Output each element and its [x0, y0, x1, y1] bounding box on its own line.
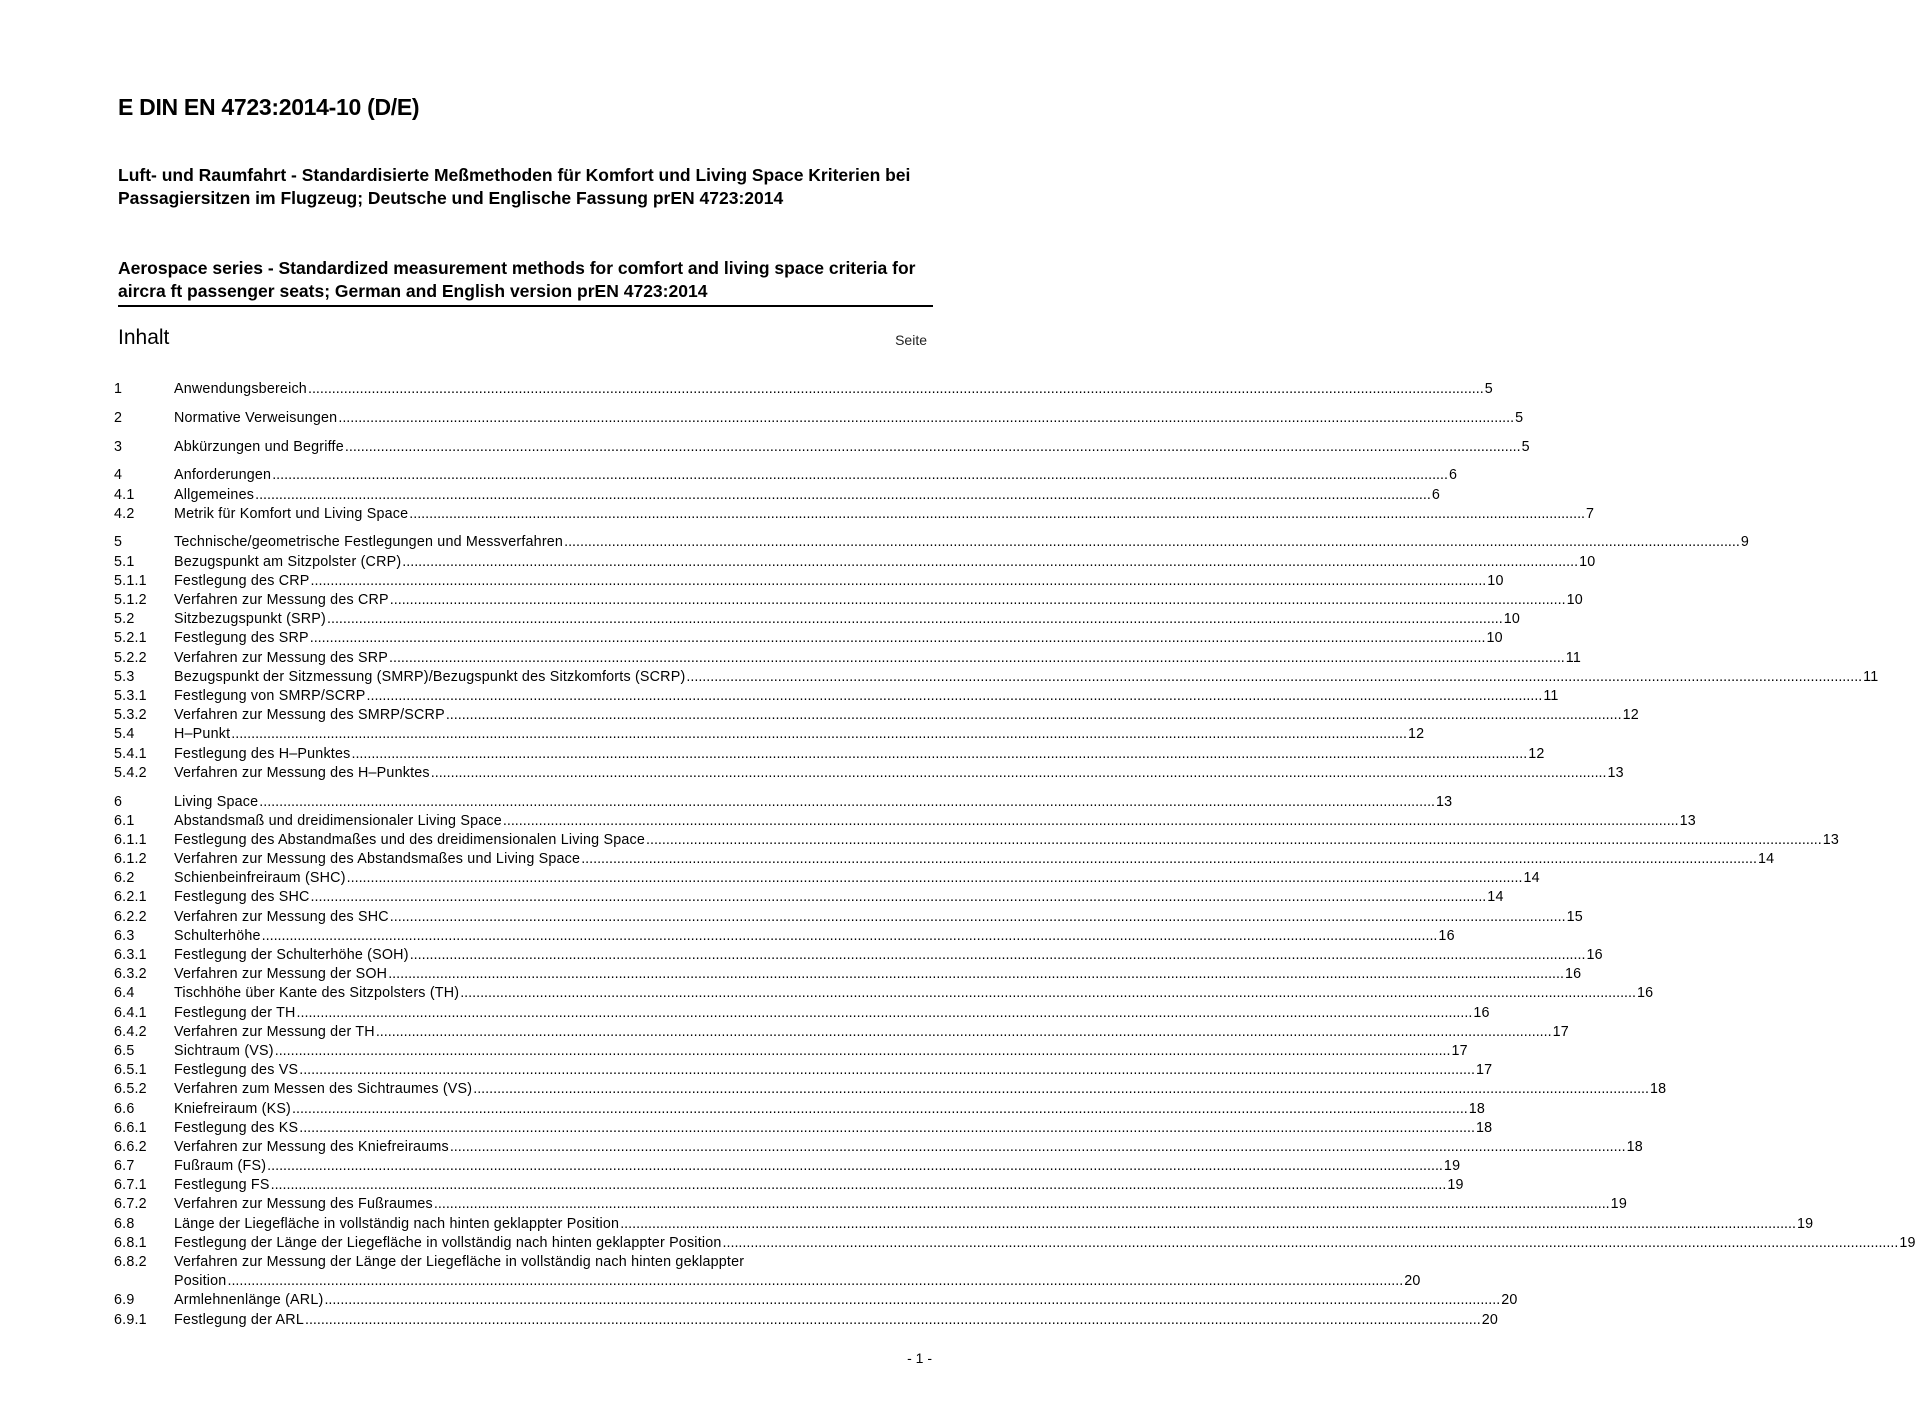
- toc-dot-leader: [450, 1138, 1626, 1157]
- toc-entry-title: Technische/geometrische Festlegungen und Messverfahren: [174, 534, 564, 551]
- toc-entry[interactable]: [114, 1119, 1493, 1138]
- toc-entry-page: 16: [1564, 966, 1582, 983]
- toc-entry-page: 20: [1481, 1311, 1499, 1328]
- toc-entry-number: 6.2.1: [114, 889, 147, 906]
- toc-dot-leader: [347, 869, 1523, 888]
- toc-dot-leader: [388, 965, 1564, 984]
- toc-entry-number: 5.3.1: [114, 687, 147, 704]
- toc-entry-title: Kniefreiraum (KS): [174, 1100, 292, 1117]
- toc-entry-page: 20: [1404, 1273, 1421, 1290]
- toc-entry[interactable]: [114, 1157, 1461, 1176]
- toc-entry-title: Schulterhöhe: [174, 927, 261, 944]
- toc-entry[interactable]: [114, 553, 1596, 572]
- toc-entry[interactable]: [114, 745, 1545, 764]
- title-english: Aerospace series - Standardized measurement methods for comfort and living space criteria for aircra ft passenger seats; German and English version prEN 4723:2014: [118, 257, 933, 307]
- toc-entry-title: Verfahren zum Messen des Sichtraumes (VS): [174, 1081, 473, 1098]
- toc-dot-leader: [410, 946, 1586, 965]
- toc-entry-title: Festlegung des SRP: [174, 630, 309, 647]
- toc-dot-leader: [311, 572, 1487, 591]
- toc-dot-leader: [231, 725, 1407, 744]
- toc-entry[interactable]: [114, 1195, 1627, 1214]
- toc-entry-page: 16: [1586, 947, 1603, 964]
- toc-entry-number: 6.2.2: [114, 908, 147, 925]
- toc-entry-title: Festlegung der Länge der Liegefläche in vollständig nach hinten geklappter Position: [174, 1234, 722, 1251]
- toc-entry-number: 6.8.2: [114, 1254, 147, 1271]
- toc-entry[interactable]: [114, 1291, 1518, 1310]
- toc-entry[interactable]: [114, 610, 1521, 629]
- toc-dot-leader: [255, 486, 1431, 505]
- document-id: E DIN EN 4723:2014-10 (D/E): [118, 94, 420, 120]
- toc-dot-leader: [460, 984, 1636, 1003]
- toc-entry-title: Festlegung der Schulterhöhe (SOH): [174, 947, 409, 964]
- toc-entry-number: 5.4.2: [114, 764, 147, 781]
- toc-entry-title: Festlegung FS: [174, 1177, 270, 1194]
- toc-entry-number: 6.6: [114, 1100, 135, 1117]
- toc-entry-number: 5: [114, 534, 123, 551]
- toc-dot-leader: [345, 438, 1521, 457]
- toc-entry-title: Festlegung des KS: [174, 1119, 299, 1136]
- toc-entry-number: 5.2: [114, 611, 135, 628]
- toc-entry-page: 11: [1863, 668, 1879, 685]
- toc-entry-page: 17: [1451, 1042, 1468, 1059]
- toc-entry[interactable]: [114, 1023, 1569, 1042]
- toc-entry-number: 6.1.1: [114, 831, 147, 848]
- toc-entry-page: 10: [1487, 572, 1504, 589]
- toc-entry[interactable]: [114, 946, 1603, 965]
- toc-entry[interactable]: [114, 764, 1624, 783]
- toc-entry-title: Allgemeines: [174, 486, 255, 503]
- toc-entry-title: Festlegung der TH: [174, 1004, 296, 1021]
- toc-entry[interactable]: [114, 668, 1879, 687]
- toc-entry-page: 11: [1565, 649, 1582, 666]
- toc-entry-page: 5: [1515, 409, 1524, 426]
- toc-entry-page: 10: [1486, 630, 1503, 647]
- toc-entry-number: 5.4.1: [114, 745, 147, 762]
- toc-dot-leader: [473, 1080, 1649, 1099]
- toc-entry[interactable]: [114, 1004, 1490, 1023]
- toc-entry-page: 16: [1438, 927, 1455, 944]
- toc-entry-title: Verfahren zur Messung der SOH: [174, 966, 388, 983]
- toc-entry-title: Verfahren zur Messung der TH: [174, 1023, 375, 1040]
- toc-entry[interactable]: [114, 591, 1583, 610]
- toc-entry-number: 4.1: [114, 486, 135, 503]
- toc-entry-number: 6.9: [114, 1292, 135, 1309]
- toc-dot-leader: [275, 1042, 1451, 1061]
- toc-entry-page: 6: [1448, 467, 1458, 484]
- toc-entry-number: 6.1: [114, 812, 135, 829]
- toc-entry-title: Normative Verweisungen: [174, 409, 338, 426]
- toc-entry-number: 6.6.1: [114, 1119, 147, 1136]
- toc-entry-number: 5.2.1: [114, 630, 147, 647]
- toc-entry-title: Verfahren zur Messung des Kniefreiraums: [174, 1138, 449, 1155]
- toc-dot-leader: [446, 706, 1622, 725]
- toc-entry-page: 5: [1521, 438, 1530, 455]
- toc-entry-number: 4: [114, 467, 123, 484]
- toc-entry-title: Sitzbezugspunkt (SRP): [174, 611, 326, 628]
- toc-entry-page: 16: [1636, 985, 1654, 1002]
- toc-dot-leader: [686, 668, 1862, 687]
- toc-entry-number: 5.1.2: [114, 592, 147, 609]
- toc-entry-page: 10: [1579, 553, 1596, 570]
- toc-entry-title: Abkürzungen und Begriffe: [174, 438, 344, 455]
- toc-entry-number: 6.3: [114, 927, 135, 944]
- toc-dot-leader: [723, 1234, 1899, 1253]
- toc-entry[interactable]: [114, 380, 1493, 399]
- toc-entry-title: Anwendungsbereich: [174, 380, 307, 397]
- toc-entry-title: Bezugspunkt der Sitzmessung (SMRP)/Bezugspunkt des Sitzkomforts (SCRP): [174, 668, 686, 685]
- toc-entry-page: 14: [1523, 870, 1540, 887]
- toc-entry-title: Metrik für Komfort und Living Space: [174, 505, 409, 522]
- toc-dot-leader: [338, 409, 1514, 428]
- toc-entry-page: 10: [1503, 611, 1521, 628]
- page-column-label: Seite: [895, 332, 927, 348]
- toc-entry-title: Verfahren zur Messung der Länge der Liegefläche in vollständig nach hinten geklappter: [174, 1254, 745, 1271]
- toc-entry[interactable]: [114, 706, 1639, 725]
- toc-entry-number: 6.2: [114, 870, 135, 887]
- toc-entry-number: 5.1: [114, 553, 135, 570]
- toc-dot-leader: [259, 793, 1435, 812]
- toc-entry[interactable]: [114, 1253, 1421, 1291]
- toc-entry-page: 19: [1610, 1196, 1627, 1213]
- toc-entry-number: 4.2: [114, 505, 135, 522]
- toc-entry-number: 6.9.1: [114, 1311, 147, 1328]
- toc-dot-leader: [308, 380, 1484, 399]
- toc-entry-title: Abstandsmaß und dreidimensionaler Living Space: [174, 812, 502, 829]
- toc-entry-number: 5.3: [114, 668, 135, 685]
- table-of-contents: [114, 380, 1916, 1330]
- toc-entry-title: Sichtraum (VS): [174, 1042, 274, 1059]
- toc-entry-number: 6.7.1: [114, 1177, 147, 1194]
- toc-entry-page: 11: [1543, 687, 1559, 704]
- toc-entry[interactable]: [114, 1080, 1667, 1099]
- toc-entry-title: Festlegung des H–Punktes: [174, 745, 351, 762]
- toc-entry[interactable]: [114, 908, 1583, 927]
- toc-entry-title: Festlegung des SHC: [174, 889, 310, 906]
- toc-entry-page: 19: [1899, 1234, 1916, 1251]
- toc-entry-title-continued: Position: [174, 1273, 227, 1290]
- toc-dot-leader: [310, 629, 1486, 648]
- toc-dot-leader: [267, 1157, 1443, 1176]
- toc-dot-leader: [305, 1311, 1481, 1330]
- toc-entry-number: 6.4: [114, 985, 135, 1002]
- toc-dot-leader: [390, 908, 1566, 927]
- toc-entry-number: 6: [114, 793, 123, 810]
- toc-entry[interactable]: [114, 1215, 1814, 1234]
- toc-entry[interactable]: [114, 888, 1504, 907]
- toc-entry-page: 13: [1679, 812, 1696, 829]
- toc-entry[interactable]: [114, 505, 1595, 524]
- toc-dot-leader: [376, 1023, 1552, 1042]
- toc-entry-page: 13: [1607, 764, 1624, 781]
- toc-entry[interactable]: [114, 927, 1455, 946]
- toc-entry-number: 6.4.1: [114, 1004, 147, 1021]
- toc-entry-number: 5.1.1: [114, 572, 147, 589]
- toc-entry-number: 5.3.2: [114, 707, 147, 724]
- toc-entry-title: Festlegung der ARL: [174, 1311, 304, 1328]
- toc-entry-page: 19: [1796, 1215, 1814, 1232]
- toc-entry-page: 18: [1650, 1081, 1667, 1098]
- toc-entry-number: 3: [114, 438, 123, 455]
- toc-entry-page: 14: [1757, 851, 1775, 868]
- toc-entry-title: Verfahren zur Messung des SRP: [174, 649, 389, 666]
- toc-entry[interactable]: [114, 869, 1540, 888]
- toc-entry[interactable]: [114, 1138, 1643, 1157]
- toc-entry[interactable]: [114, 466, 1458, 485]
- toc-entry-number: 6.5.2: [114, 1081, 147, 1098]
- toc-dot-leader: [431, 764, 1607, 783]
- toc-entry-page: 17: [1475, 1062, 1493, 1079]
- toc-entry[interactable]: [114, 984, 1654, 1003]
- toc-dot-leader: [402, 553, 1578, 572]
- toc-entry-title: Verfahren zur Messung des Abstandsmaßes und Living Space: [174, 851, 581, 868]
- toc-entry-number: 2: [114, 409, 123, 426]
- toc-entry-title: Verfahren zur Messung des CRP: [174, 592, 389, 609]
- toc-entry[interactable]: [114, 725, 1425, 744]
- toc-entry-title: Festlegung des VS: [174, 1062, 299, 1079]
- toc-dot-leader: [390, 591, 1566, 610]
- toc-entry[interactable]: [114, 812, 1696, 831]
- toc-dot-leader: [262, 927, 1438, 946]
- toc-entry-page: 13: [1822, 831, 1840, 848]
- toc-entry-title: Festlegung des Abstandmaßes und des dreidimensionalen Living Space: [174, 831, 645, 848]
- toc-entry-page: 14: [1487, 889, 1504, 906]
- toc-entry-page: 7: [1586, 505, 1595, 522]
- toc-entry-number: 6.5: [114, 1042, 135, 1059]
- toc-entry-page: 6: [1431, 486, 1441, 503]
- toc-entry[interactable]: [114, 534, 1750, 553]
- toc-entry-page: 19: [1443, 1158, 1461, 1175]
- toc-dot-leader: [227, 1272, 1403, 1291]
- toc-entry-title: Festlegung von SMRP/SCRP: [174, 687, 366, 704]
- toc-entry-number: 5.4: [114, 726, 135, 743]
- toc-entry-title: Verfahren zur Messung des SHC: [174, 908, 389, 925]
- toc-dot-leader: [503, 812, 1679, 831]
- toc-entry-number: 6.5.1: [114, 1062, 147, 1079]
- toc-entry-title: Verfahren zur Messung des H–Punktes: [174, 764, 430, 781]
- toc-entry[interactable]: [114, 793, 1453, 812]
- toc-entry[interactable]: [114, 1311, 1499, 1330]
- toc-entry[interactable]: [114, 629, 1503, 648]
- toc-entry-page: 18: [1475, 1119, 1493, 1136]
- toc-dot-leader: [299, 1119, 1475, 1138]
- toc-entry-page: 12: [1622, 707, 1639, 724]
- toc-entry-number: 6.1.2: [114, 851, 147, 868]
- toc-entry-page: 16: [1473, 1004, 1490, 1021]
- toc-entry[interactable]: [114, 965, 1582, 984]
- toc-entry-number: 1: [114, 380, 123, 397]
- toc-entry-number: 6.7: [114, 1158, 135, 1175]
- page-number: - 1 -: [907, 1350, 932, 1366]
- toc-dot-leader: [351, 745, 1527, 764]
- toc-entry-page: 12: [1528, 745, 1545, 762]
- toc-entry-number: 6.7.2: [114, 1196, 147, 1213]
- toc-dot-leader: [324, 1291, 1500, 1310]
- toc-entry[interactable]: [114, 1176, 1464, 1195]
- toc-entry-title: Tischhöhe über Kante des Sitzpolsters (TH): [174, 985, 460, 1002]
- toc-entry-number: 6.3.2: [114, 966, 147, 983]
- toc-entry-title: Fußraum (FS): [174, 1158, 267, 1175]
- toc-dot-leader: [271, 1176, 1447, 1195]
- toc-heading: Inhalt: [118, 326, 170, 349]
- toc-dot-leader: [272, 466, 1448, 485]
- toc-dot-leader: [434, 1195, 1610, 1214]
- toc-entry-number: 6.3.1: [114, 947, 147, 964]
- toc-entry-title: Armlehnenlänge (ARL): [174, 1292, 324, 1309]
- title-german: Luft- und Raumfahrt - Standardisierte Meßmethoden für Komfort und Living Space Kriterien bei Passagiersitzen im Flugzeug; Deutsche und Englische Fassung prEN 4723:2014: [118, 165, 911, 208]
- toc-entry-page: 12: [1408, 726, 1425, 743]
- toc-entry-title: Living Space: [174, 793, 259, 810]
- toc-dot-leader: [581, 850, 1757, 869]
- toc-dot-leader: [367, 687, 1543, 706]
- toc-dot-leader: [564, 533, 1740, 552]
- toc-entry-title: Länge der Liegefläche in vollständig nach hinten geklappter Position: [174, 1215, 620, 1232]
- toc-entry[interactable]: [114, 649, 1582, 668]
- toc-entry[interactable]: [114, 572, 1504, 591]
- toc-dot-leader: [646, 831, 1822, 850]
- toc-entry-page: 19: [1447, 1177, 1464, 1194]
- toc-dot-leader: [299, 1061, 1475, 1080]
- toc-entry-page: 9: [1740, 534, 1750, 551]
- toc-entry-title: H–Punkt: [174, 726, 231, 743]
- toc-entry-title: Anforderungen: [174, 467, 272, 484]
- toc-entry-page: 15: [1566, 908, 1583, 925]
- toc-entry-title: Festlegung des CRP: [174, 572, 310, 589]
- toc-dot-leader: [327, 610, 1503, 629]
- toc-entry[interactable]: [114, 438, 1530, 457]
- toc-entry-title: Schienbeinfreiraum (SHC): [174, 870, 346, 887]
- toc-entry-number: 6.8: [114, 1215, 135, 1232]
- toc-dot-leader: [389, 649, 1565, 668]
- toc-entry[interactable]: [114, 1100, 1486, 1119]
- toc-dot-leader: [297, 1004, 1473, 1023]
- toc-entry[interactable]: [114, 1061, 1493, 1080]
- toc-dot-leader: [292, 1100, 1468, 1119]
- toc-entry-page: 5: [1484, 380, 1493, 397]
- toc-entry-page: 13: [1436, 793, 1453, 810]
- toc-entry[interactable]: [114, 687, 1559, 706]
- toc-entry-page: 17: [1552, 1023, 1569, 1040]
- toc-entry-title: Verfahren zur Messung des SMRP/SCRP: [174, 707, 445, 724]
- toc-entry-page: 10: [1566, 592, 1583, 609]
- toc-entry-page: 18: [1468, 1100, 1486, 1117]
- toc-entry[interactable]: [114, 486, 1441, 505]
- toc-entry-page: 20: [1501, 1292, 1518, 1309]
- toc-entry-number: 6.8.1: [114, 1234, 147, 1251]
- toc-dot-leader: [409, 505, 1585, 524]
- toc-dot-leader: [311, 888, 1487, 907]
- toc-entry[interactable]: [114, 1042, 1468, 1061]
- toc-entry-title: Bezugspunkt am Sitzpolster (CRP): [174, 553, 402, 570]
- toc-entry-number: 6.4.2: [114, 1023, 147, 1040]
- toc-entry[interactable]: [114, 409, 1524, 428]
- toc-entry-title: Verfahren zur Messung des Fußraumes: [174, 1196, 433, 1213]
- toc-entry[interactable]: [114, 831, 1840, 850]
- toc-entry-page: 18: [1626, 1138, 1643, 1155]
- toc-dot-leader: [620, 1215, 1796, 1234]
- toc-entry[interactable]: [114, 850, 1775, 869]
- toc-entry-number: 6.6.2: [114, 1138, 147, 1155]
- toc-entry[interactable]: [114, 1234, 1916, 1253]
- toc-entry-number: 5.2.2: [114, 649, 147, 666]
